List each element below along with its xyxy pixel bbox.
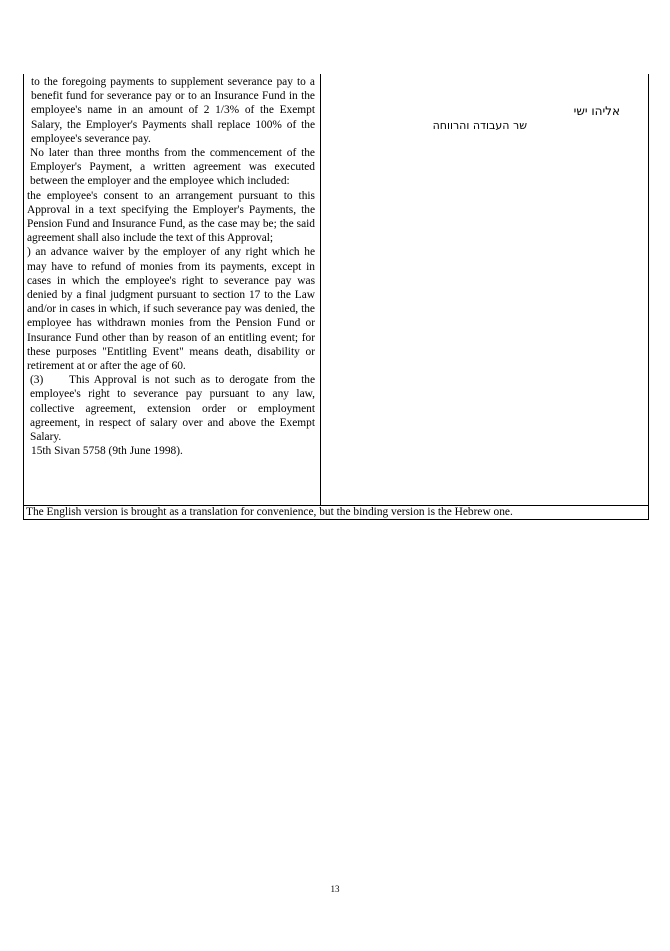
page-number: 13 — [330, 884, 340, 894]
paragraph-agreement: No later than three months from the commencement of the Employer's Payment, a written agreement was executed between the employer and the employee which included: — [30, 147, 315, 188]
section-3-number: (3) — [30, 374, 44, 387]
translation-footnote: The English version is brought as a translation for convenience, but the binding version is the Hebrew one. — [26, 506, 513, 518]
signatory-name: אליהו ישי — [573, 104, 620, 118]
paragraph-consent: the employee's consent to an arrangement pursuant to this Approval in a text specifying the Employer's Payments, the Pension Fund and Insurance Fund, as the case may be; the said agreement shall also include the text of this Approval; — [27, 189, 315, 245]
hebrew-column — [322, 74, 648, 506]
paragraph-waiver: ) an advance waiver by the employer of any right which he may have to refund of monies from its payments, except in cases in which the employee's right to severance pay was denied by a final judgment pursuant to section 17 to the Law and/or in cases in which, if such severance pay was denied, the employee has withdrawn monies from the Pension Fund or Insurance Fund other than by reason of an entitling event; for these purposes "Entitling Event" means death, disability or retirement at or after the age of 60. — [27, 246, 315, 373]
date-line: 15th Sivan 5758 (9th June 1998). — [31, 445, 183, 458]
paragraph-continuation: to the foregoing payments to supplement severance pay to a benefit fund for severance pay or to an Insurance Fund in the employee's name in an amount of 2 1/3% of the Exempt Salary, the Employer's Payments shall replace 100% of the employee's severance pay. — [31, 76, 315, 145]
column-divider — [320, 74, 321, 506]
section-3 — [27, 373, 315, 444]
signatory-title: שר העבודה והרווחה — [432, 119, 527, 132]
section-3-text: This Approval is not such as to derogate from the employee's right to severance pay pursuant to any law, collective agreement, extension order or employment agreement, in respect of salary over and above the Exempt Salary. — [30, 374, 315, 444]
english-column — [27, 75, 315, 458]
document-table — [23, 74, 649, 520]
